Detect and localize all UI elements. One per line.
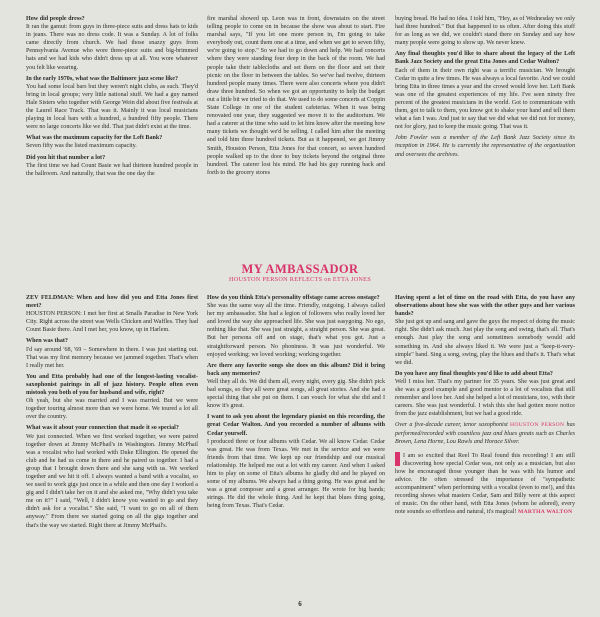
question: In the early 1970s, what was the Baltimore jazz scene like? xyxy=(26,75,179,82)
interview-column-3 xyxy=(395,15,575,159)
answer-paragraph: Each of them in their own right was a terrific musician. We brought Cedar in quite a few times. He was always a local favorite. And we could bring Etta in three times a year and the crowd would love her. Left Bank was one of the greatest experiences of my life. I've seen ninety five percent of the greatest musicians in the world. Got to communicate with them, got to talk to them, you know got to shake your hand and tell them what a fan I was. And just to say that we did what we did not for money, not for glory, just to keep the music going. That was it. xyxy=(395,67,575,131)
question: Did you hit that number a lot? xyxy=(26,154,106,161)
answer-paragraph: The first time we had Count Basie we had thirteen hundred people in the ballroom. And naturally, that was the one day the xyxy=(26,162,198,177)
answer-paragraph: We just connected. When we first worked together, we were paired together down at Jimmy McPhail's in Washington. Jimmy McPhail was a vocalist who had worked with Duke Ellington. He opened the club and he had us come in there and he paired us together. I had a group that I brought down there and she sang with us. We worked together and we hit it off. I always wanted a band with a vocalist, so we used to work gigs just once in a while and then one day I worked a gig and I didn't take her on it and she asked me, "Why didn't you take me on it?" I said, "Well, I didn't know you wanted to go and they didn't ask for a vocalist." She said, "I want to go on all of them anyway." From there we started going on all the gigs together and that's the way we started. Right there at Jimmy McPhail's. xyxy=(26,433,198,529)
question: What was it about your connection that made it so special? xyxy=(26,425,179,432)
answer-paragraph: I produced three or four albums with Cedar. We all know Cedar. Cedar was great. He was from Texas. We met in the service and we were friends from that time. We kept up our friendship and our musical relationship. He helped me out a lot with my career. And when I asked him to play on some of Etta's albums he gladly did and he played on some of my albums. We always had a thing going. He was great and he was a great composer and a great arranger. He wrote for big bands; strings. He did the whole thing. And he kept that blues thing going, being from Texas. That's Cedar. xyxy=(207,438,385,510)
bio-text-start: Over a five-decade career, tenor saxophonist xyxy=(395,422,510,429)
answer-paragraph: buying bread. He had no idea. I told him, "Hey, as of Wednesday we only had three hundred." But that happened to us often. After doing this stuff for as long as we did, we couldn't stand there on Sunday and say how many people were going to show up. We never knew. xyxy=(395,16,575,47)
quote-accent-bar xyxy=(395,452,400,466)
question: What was the maximum capacity for the Left Bank? xyxy=(26,135,163,142)
article-title: MY AMBASSADOR xyxy=(241,262,359,276)
answer-paragraph: She just got up and sang and gave the guys the respect of doing the music right. She didn't ask much. Just play the song and swing, that's all. That's enough. Just play the song and sometimes somebody would add something in. And she always liked it. We were just a "keep-it-very-simple" band. Sing a song, swing, play the blues and that's it. That's what we did. xyxy=(395,319,575,366)
walton-quote xyxy=(395,452,575,517)
answer-paragraph: fire marshal showed up. Leon was in front, downstairs on the street telling people to come on in because the show was about to start. Fire marshal says, "If you let one more person in, I'm going to take everybody out, count them one at a time, and when we get to seven fifty, we're going to stop." So we had to go down and help. We had concerts where they were standing four deep in the back of the room. We had people take their tablecloths and set them on the floor and set their picnic on the floor in between the tables. So we've had twelve, thirteen hundred people many times. There were also concerts where you didn't draw three hundred. So when we got an opportunity to help the budget out a little bit we tried to do that. We used to do some concerts at Coppin State College in one of the student cafeterias. When it was being renovated one year, they suggested we move it to the auditorium. We had a caterer at the time who said to let him know after the meeting how many tickets we thought we'd be selling. I called him after the meeting and told him three hundred tickets. But as it happened, we got Jimmy Smith, Houston Person, Etta Jones for that concert, so seven hundred people walked up to the door to buy tickets beyond the original three hundred. The caterer lost his mind. He had his guy running back and forth to the grocery stores xyxy=(207,16,385,176)
question: I want to ask you about the legendary pianist on this recording, the great Cedar Walton. And you recorded a number of albums with Cedar yourself. xyxy=(207,414,385,437)
bio-note xyxy=(395,421,575,445)
interview-column-1 xyxy=(26,15,198,178)
article-subtitle: HOUSTON PERSON REFLECTS on ETTA JONES xyxy=(229,276,371,283)
answer-paragraph: I'd say around '68, '69 – Somewhere in there. I was just starting out. That was my first memory because we jammed together. That's when I really met her. xyxy=(26,346,198,369)
question: How do you think Etta's personality offstage came across onstage? xyxy=(207,295,380,301)
answer-paragraph: Oh yeah, but she was married and I was married. But we were together touring almost more than we were home. We toured a lot all over the country. xyxy=(26,398,198,421)
question: You and Etta probably had one of the longest-lasting vocalist-saxophonist pairings in all of jazz history. People often even mistook you both of you for husband and wife, right? xyxy=(26,373,198,397)
answer-paragraph: It ran the gamut: from guys in three-piece suits and dress hats to kids in jeans. There was no dress code. It was a Sunday. A lot of folks came directly from church. We had those snazzy guys from Pennsylvania Avenue who wore three-piece suits and big-brimmed hats and we had kids who didn't dress up at all. You wore whatever you felt like wearing. xyxy=(26,24,198,71)
question: When was that? xyxy=(26,338,68,345)
article-column-3 xyxy=(395,294,575,516)
question: Any final thoughts you'd like to share about the legacy of the Left Bank Jazz Society and the great Etta Jones and Cedar Walton? xyxy=(395,51,575,66)
article-column-2 xyxy=(207,294,385,510)
quote-text: I am so excited that Reel To Real found this recording! I am still discovering how special Cedar was, not only as a musician, but also how he encouraged those younger than he was with his humor and advice. He often stressed the importance of "sympathetic accompaniment" when performing with a vocalist (even to me!), and this recording shows what masters Cedar, Sam and Billy were at this aspect of music. On the other hand, with Etta Jones (whom he adored), every note sounds so effortless and natural, it's magical! xyxy=(395,452,575,516)
article-column-1 xyxy=(26,294,198,530)
bio-name: HOUSTON PERSON xyxy=(509,422,565,429)
quote-author: MARTHA WALTON xyxy=(518,509,573,516)
question: Having spent a lot of time on the road with Etta, do you have any observations about how she was with the other guys and her various bands? xyxy=(395,295,575,318)
question: How did people dress? xyxy=(26,16,85,22)
answer-paragraph: You had some local bars but they weren't night clubs, as such. They'd bring in local groups; very little national stuff. We had a guy named Hale Sisters who together with George Wein did about five festivals at the Laurel Race Track. That was it. Mainly it was local musicians playing in local bars with a hundred, a hundred fifty people. There were no large concerts like we did. That just didn't exist at the time. xyxy=(26,83,198,131)
interview-column-2 xyxy=(207,15,385,177)
page-number: 6 xyxy=(298,600,302,608)
answer-paragraph: HOUSTON PERSON: I met her first at Smalls Paradise in New York City. Right across the street was Wells Chicken and Waffles. They had Count Basie there. And I met her, you know, up in Harlem. xyxy=(26,311,198,334)
answer-paragraph: Well they all do. We did them all, every night, every gig. She didn't pick bad songs, so they all were great songs, all great stories. And she had a special thing that she put on them. I can vouch for what she did and I know it's great. xyxy=(207,378,385,410)
bio-text-end: has performed/recorded with countless jazz and blues greats such as Charles Brown, Lena Horne, Lou Rawls and Horace Silver. xyxy=(395,422,575,445)
question: ZEV FELDMAN: When and how did you and Etta Jones first meet? xyxy=(26,295,198,310)
article-column-3-body xyxy=(395,294,575,418)
question: Are there any favorite songs she does on this album? Did it bring back any memories? xyxy=(207,362,385,377)
question: Do you have any final thoughts you'd like to add about Etta? xyxy=(395,370,553,377)
author-note: John Fowler was a member of the Left Bank Jazz Society since its inception in 1964. He is currently the representative of the organization and oversees the archives. xyxy=(395,135,575,158)
answer-paragraph: Seven fifty was the listed maximum capacity. xyxy=(26,143,137,150)
answer-paragraph: She was the same way all the time. Friendly, outgoing. I always called her my ambassador. She had a legion of followers who really loved her and loved the way she approached life. She was just easygoing. No ego, nothing like that. She was just straight, a straight person. She was great. But her persona off and on stage, that's what you got. Just a straightforward person. No phoniness. It was just wonderful. We enjoyed working; we loved working; working together. xyxy=(207,303,385,358)
answer-paragraph: Well I miss her. That's my partner for 35 years. She was just great and she was a good example and good mentor to a lot of vocalists that still remember and love her. And she helped a lot of musicians, too, with their careers. She was just wonderful. I wish this she had gotten more notice from the jazz establishment, but we had a good ride. xyxy=(395,378,575,418)
